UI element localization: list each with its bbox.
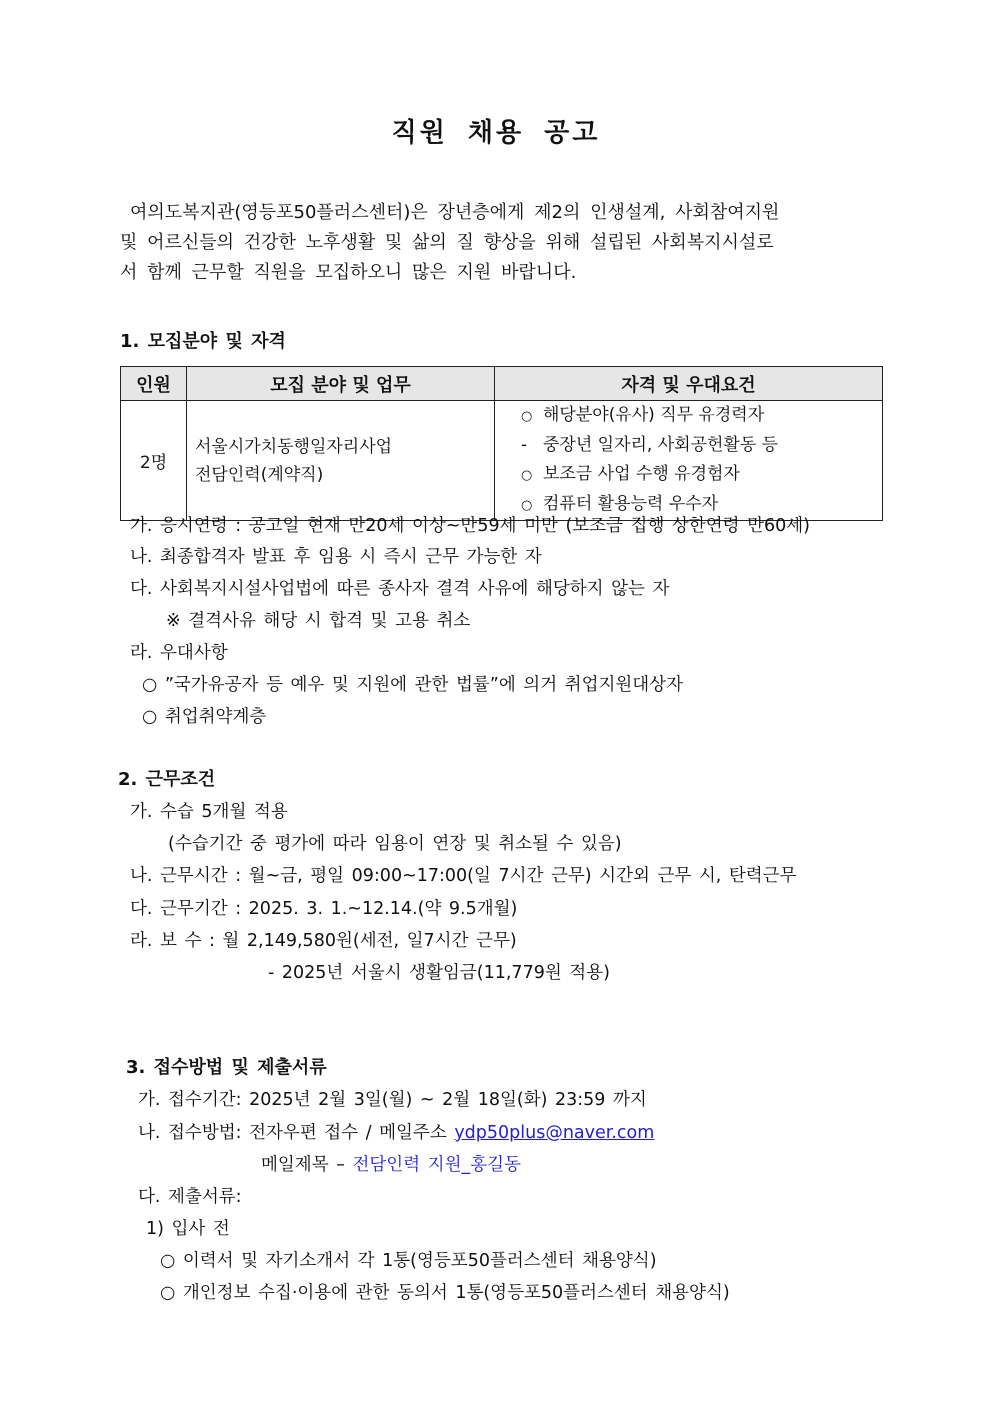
pre-hire-heading: 1) 입사 전 (146, 1219, 230, 1239)
cell-qualifications (495, 401, 883, 521)
email-subject-value: 전담인력 지원_홍길동 (352, 1155, 521, 1175)
disqualification-note: ※ 결격사유 해당 시 합격 및 고용 취소 (166, 611, 471, 631)
document-item: ○ 이력서 및 자기소개서 각 1통(영등포50플러스센터 채용양식) (160, 1251, 657, 1271)
application-method-label: 나. 접수방법: 전자우편 접수 / 메일주소 (138, 1123, 455, 1143)
document-item: ○ 개인정보 수집·이용에 관한 동의서 1통(영등포50플러스센터 채용양식) (160, 1283, 730, 1303)
intro-line: 및 어르신들의 건강한 노후생활 및 삶의 질 향상을 위해 설립된 사회복지시설로 (120, 232, 774, 253)
documents-heading: 다. 제출서류: (138, 1187, 242, 1207)
application-period: 가. 접수기간: 2025년 2월 3일(월) ~ 2월 18일(화) 23:59 까지 (138, 1090, 647, 1110)
eligibility-availability: 나. 최종합격자 발표 후 임용 시 즉시 근무 가능한 자 (130, 547, 542, 567)
section-1-heading: 1. 모집분야 및 자격 (120, 331, 286, 352)
recruitment-table (120, 366, 883, 521)
salary: 라. 보 수 : 월 2,149,580원(세전, 일7시간 근무) (130, 931, 517, 951)
preference-item: ○ 취업취약계층 (142, 707, 267, 727)
eligibility-age: 가. 응시연령 : 공고일 현재 만20세 이상~만59세 미만 (보조금 집행 상한연령 만60세) (130, 516, 811, 536)
cell-field (187, 401, 495, 521)
qualification-text: 컴퓨터 활용능력 우수자 (543, 494, 719, 514)
qualification-item (521, 460, 882, 490)
header-count: 인원 (121, 367, 187, 401)
field-line: 전담인력(계약직) (195, 464, 324, 485)
section-2-heading: 2. 근무조건 (118, 769, 216, 790)
qualification-text: 보조금 사업 수행 유경험자 (543, 464, 740, 484)
work-hours: 나. 근무시간 : 월~금, 평일 09:00~17:00(일 7시간 근무) 시간외 근무 시, 탄력근무 (130, 866, 797, 886)
preference-heading: 라. 우대사항 (130, 643, 228, 663)
intro-line: 여의도복지관(영등포50플러스센터)은 장년층에게 제2의 인생설계, 사회참여지원 (130, 202, 780, 223)
email-link[interactable]: ydp50plus@naver.com (454, 1123, 655, 1143)
cell-count: 2명 (121, 401, 187, 521)
dash-bullet-icon: - (521, 435, 528, 455)
salary-note: - 2025년 서울시 생활임금(11,779원 적용) (268, 963, 610, 983)
email-subject-label: 메일제목 – (261, 1155, 353, 1175)
probation-note: (수습기간 중 평가에 따라 임용이 연장 및 취소될 수 있음) (168, 834, 622, 854)
header-qualification: 자격 및 우대요건 (495, 367, 883, 401)
work-period: 다. 근무기간 : 2025. 3. 1.~12.14.(약 9.5개월) (130, 899, 518, 919)
qualification-item (521, 401, 882, 431)
header-field: 모집 분야 및 업무 (187, 367, 495, 401)
preference-item: ○ ”국가유공자 등 예우 및 지원에 관한 법률”에 의거 취업지원대상자 (142, 675, 683, 695)
qualification-text: 해당분야(유사) 직무 유경력자 (543, 405, 765, 425)
qualification-text: 중장년 일자리, 사회공헌활동 등 (543, 435, 779, 455)
qualification-item (521, 431, 882, 460)
email-subject (261, 1154, 521, 1176)
field-line: 서울시가치동행일자리사업 (195, 436, 393, 457)
table-header-row (121, 367, 883, 401)
page-title: 직원 채용 공고 (391, 118, 601, 148)
table-row (121, 401, 883, 521)
circle-bullet-icon: ○ (521, 409, 533, 424)
circle-bullet-icon: ○ (521, 498, 533, 513)
application-method (138, 1122, 654, 1144)
eligibility-disqualification: 다. 사회복지시설사업법에 따른 종사자 결격 사유에 해당하지 않는 자 (130, 579, 670, 599)
intro-line: 서 함께 근무할 직원을 모집하오니 많은 지원 바랍니다. (120, 262, 577, 283)
section-3-heading: 3. 접수방법 및 제출서류 (126, 1057, 327, 1078)
probation: 가. 수습 5개월 적용 (130, 802, 288, 822)
intro-paragraph (120, 198, 876, 288)
circle-bullet-icon: ○ (521, 468, 533, 483)
